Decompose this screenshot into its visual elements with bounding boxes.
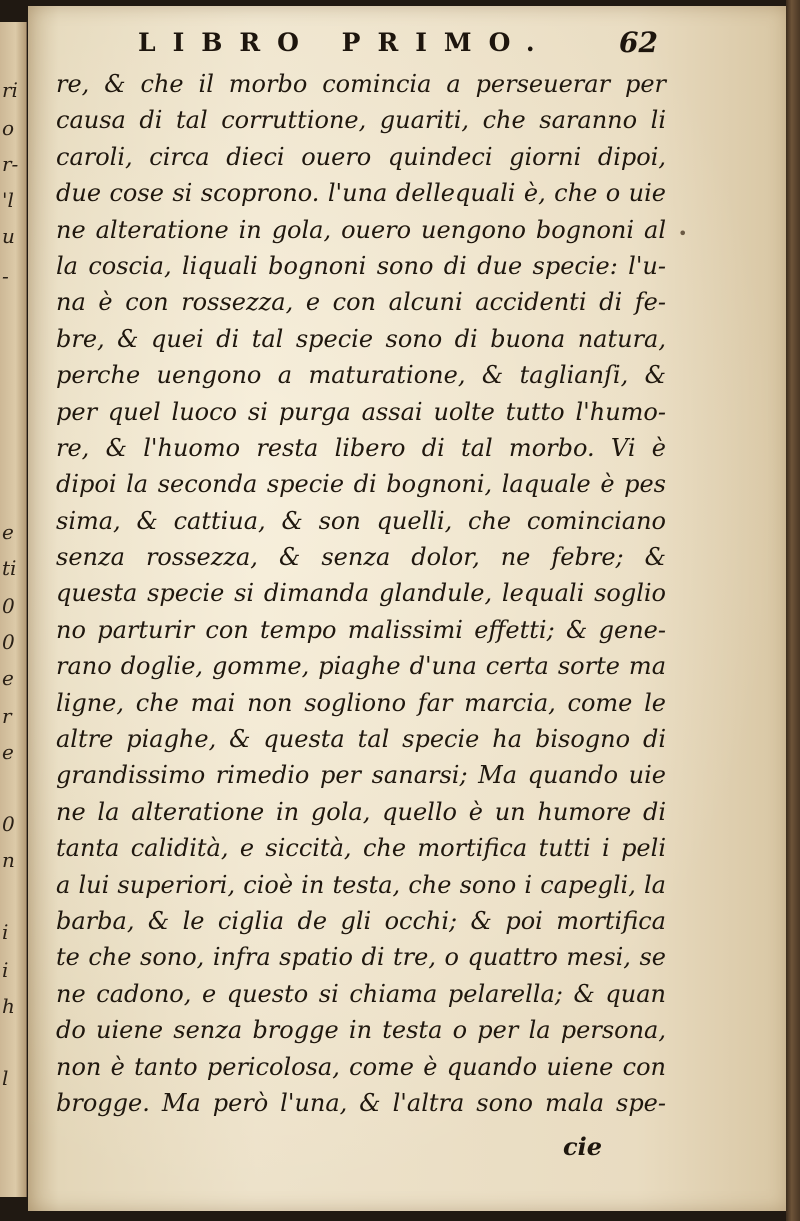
text-line: bre, & quei di tal specie sono di buona natura, [56, 324, 666, 353]
facing-page-edge [0, 22, 27, 1197]
text-line: perche uengono a maturatione, & taglianſi, & [56, 361, 666, 390]
facing-page-fragment: 0 [2, 814, 15, 834]
book-page [28, 6, 788, 1211]
text-line: te che sono, infra spatio di tre, o quattro mesi, se [56, 943, 666, 972]
facing-page-fragment: e [2, 522, 14, 542]
text-line: no parturir con tempo malissimi effetti; & gene- [56, 615, 666, 644]
text-line: tanta calidità, e siccità, che mortifica tutti i peli [56, 834, 666, 863]
text-line: causa di tal corruttione, guariti, che saranno li [56, 106, 666, 135]
facing-page-fragment: ti [2, 558, 17, 578]
text-line: grandissimo rimedio per sanarsi; Ma quando uie [56, 761, 666, 790]
facing-page-fragment: l [2, 1068, 9, 1088]
text-line: rano doglie, gomme, piaghe d'una certa sorte ma [56, 652, 666, 681]
page-header [138, 26, 658, 70]
facing-page-fragment: e [2, 742, 14, 762]
text-line: ligne, che mai non sogliono far marcia, come le [56, 688, 666, 717]
text-line: sima, & cattiua, & son quelli, che cominciano [56, 506, 666, 535]
text-line: caroli, circa dieci ouero quindeci giorni dipoi, [56, 142, 666, 171]
text-line: non è tanto pericolosa, come è quando uiene con [56, 1052, 666, 1081]
text-line: per quel luoco si purga assai uolte tutto l'humo- [56, 397, 666, 426]
text-line: re, & che il morbo comincia a perseuerar per [56, 70, 666, 98]
facing-page-fragment: r [2, 706, 12, 726]
facing-page-fragment: r- [2, 154, 19, 174]
text-line: ne alteratione in gola, ouero uengono bognoni al [56, 215, 666, 244]
text-line: due cose si scoprono. l'una dellequali è, che o uie [56, 179, 666, 208]
text-line: dipoi la seconda specie di bognoni, laquale è pes [56, 470, 666, 499]
text-line: ne la alteratione in gola, quello è un humore di [56, 797, 666, 826]
running-title: LIBRO PRIMO. [138, 28, 552, 57]
catchword: cie [563, 1132, 602, 1161]
margin-mark: • [678, 224, 688, 243]
facing-page-fragment: h [2, 996, 15, 1016]
facing-page-fragment: i [2, 922, 9, 942]
facing-page-fragment: 'l [2, 190, 14, 210]
text-line: re, & l'huomo resta libero di tal morbo. Vi è [56, 433, 666, 462]
facing-page-fragment: - [2, 266, 9, 286]
facing-page-fragment: n [2, 850, 15, 870]
facing-page-fragment: e [2, 668, 14, 688]
page-number: 62 [619, 26, 658, 59]
text-line: altre piaghe, & questa tal specie ha bisogno di [56, 725, 666, 754]
text-line: barba, & le ciglia de gli occhi; & poi mortifica [56, 906, 666, 935]
facing-page-fragment: ri [2, 80, 18, 100]
body-text [56, 66, 666, 1121]
text-line: questa specie si dimanda glandule, lequali soglio [56, 579, 666, 608]
text-line: ne cadono, e questo si chiama pelarella; & quan [56, 979, 666, 1008]
text-line: senza rossezza, & senza dolor, ne febre; & [56, 543, 666, 572]
facing-page-fragment: u [2, 226, 15, 246]
binding-edge [786, 0, 800, 1221]
text-line: na è con rossezza, e con alcuni accidenti di fe- [56, 288, 666, 317]
facing-page-fragment: o [2, 118, 15, 138]
text-line: brogge. Ma però l'una, & l'altra sono mala spe- [56, 1088, 666, 1117]
facing-page-fragment: 0 [2, 596, 15, 616]
text-line: la coscia, liquali bognoni sono di due specie: l'u- [56, 251, 666, 280]
facing-page-fragment: i [2, 960, 9, 980]
text-line: do uiene senza brogge in testa o per la persona, [56, 1016, 666, 1045]
text-line: a lui superiori, cioè in testa, che sono i capegli, la [56, 870, 666, 899]
facing-page-fragment: 0 [2, 632, 15, 652]
